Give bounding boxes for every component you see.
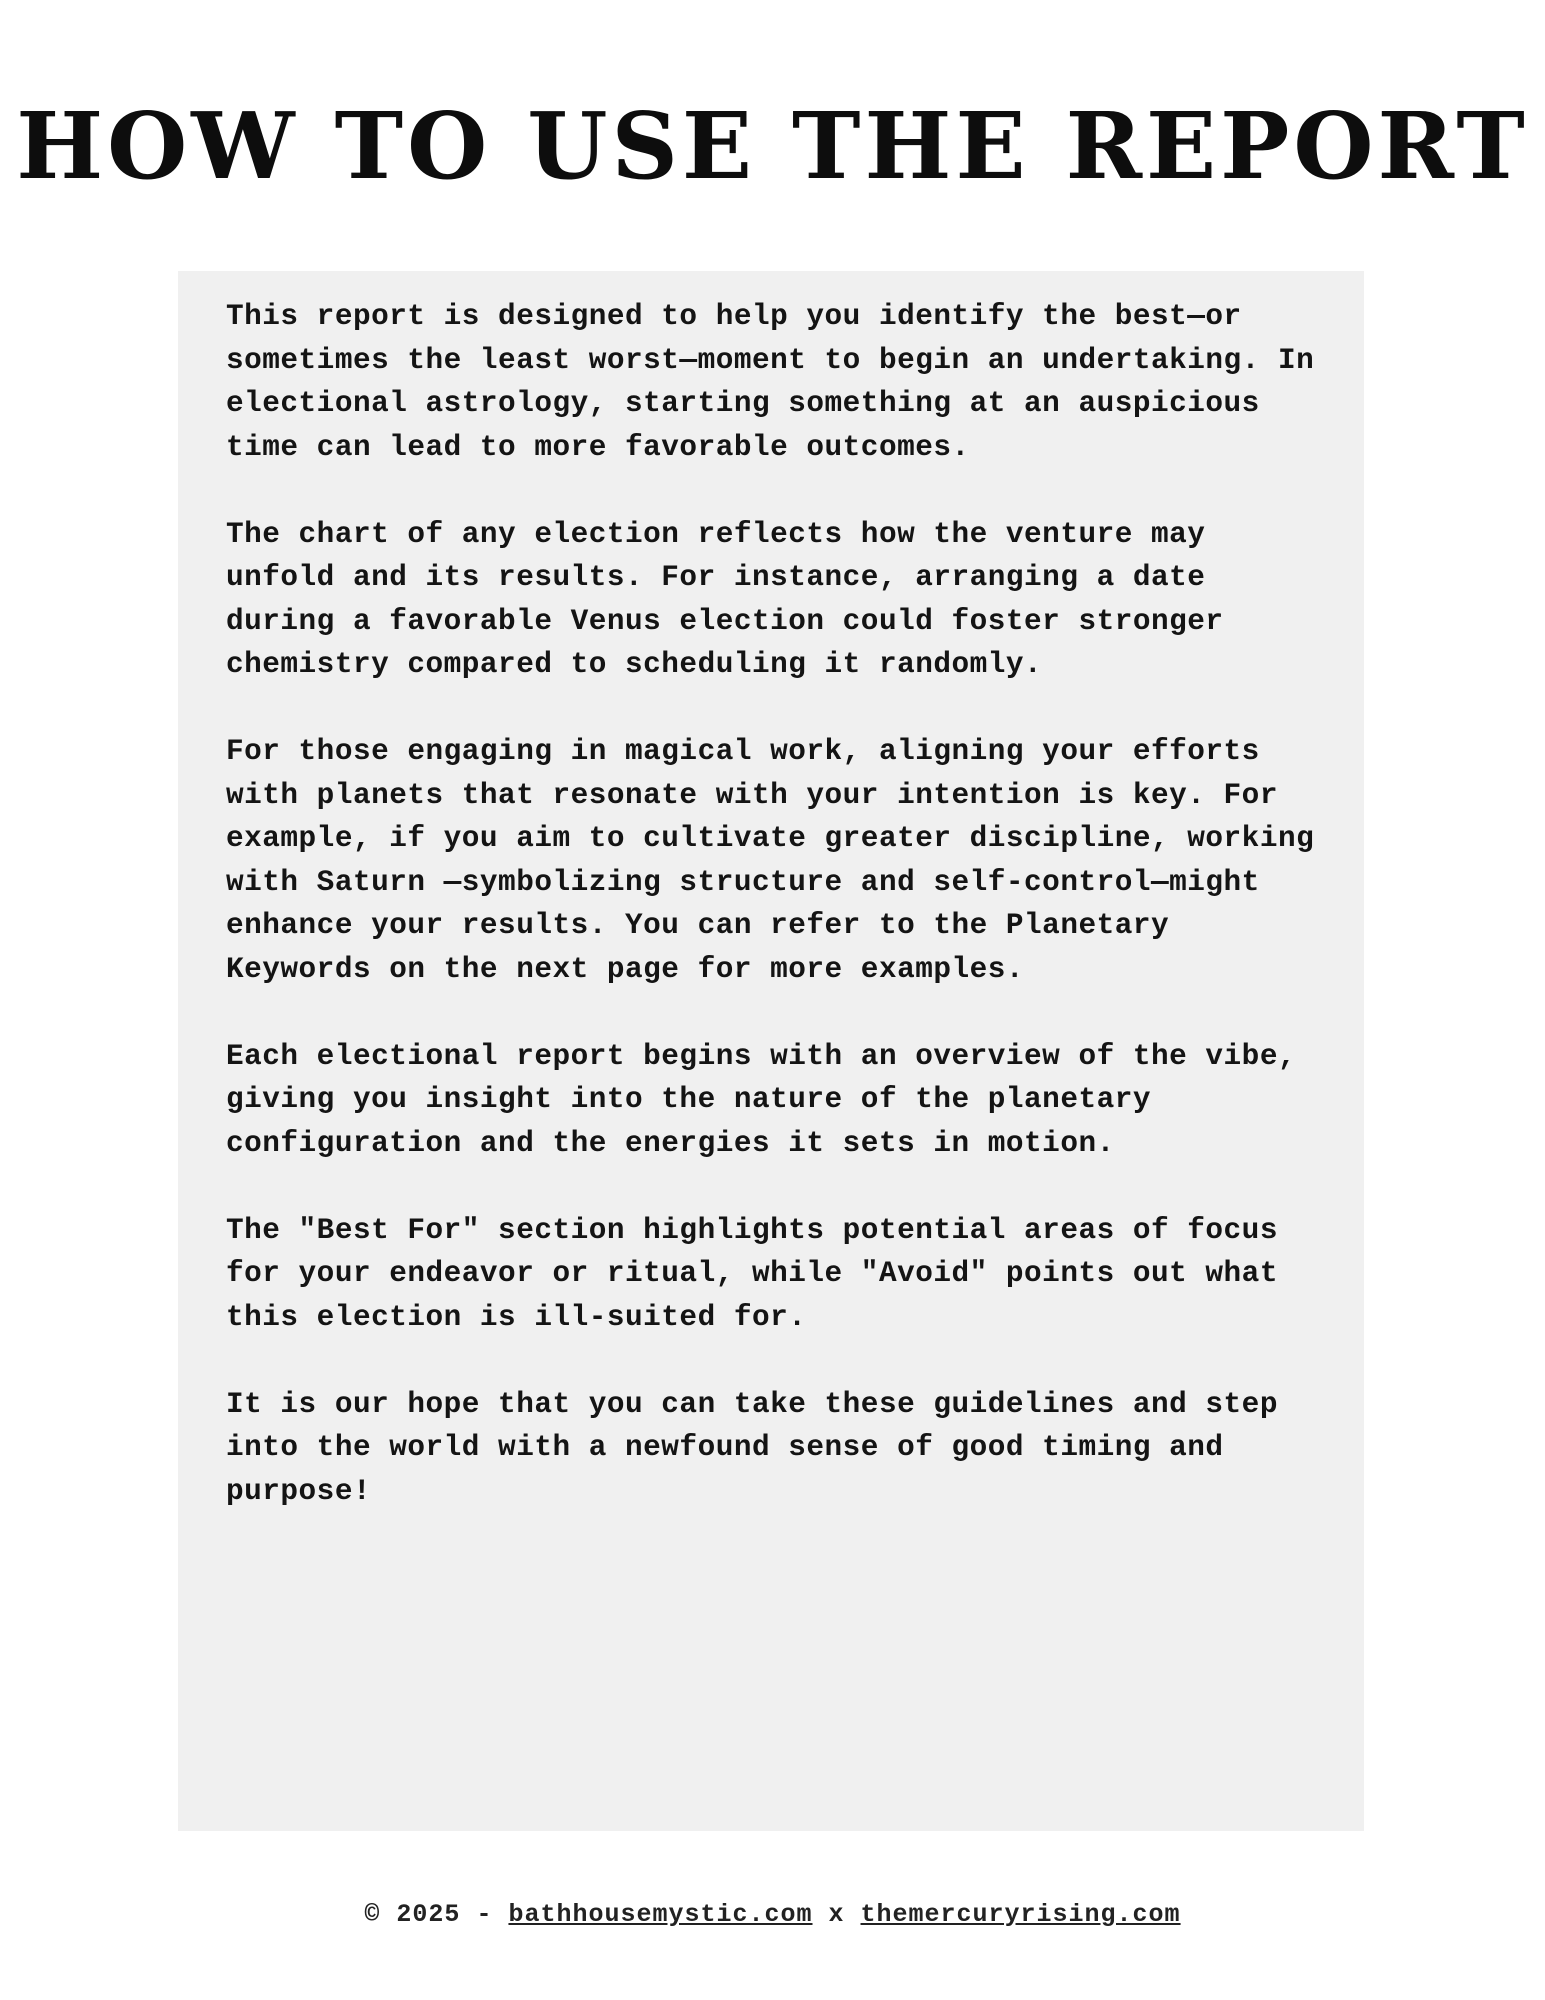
footer <box>0 1900 1545 1929</box>
bathhousemystic-link[interactable]: bathhousemystic.com <box>508 1900 813 1929</box>
content-panel <box>178 271 1364 1831</box>
themercuryrising-link[interactable]: themercuryrising.com <box>860 1900 1181 1929</box>
page-title: HOW TO USE THE REPORT <box>16 92 1529 200</box>
paragraph-magical-work: For those engaging in magical work, aligning your efforts with planets that resonate with your intention is key. For example, if you aim to cultivate greater discipline, working with Saturn —symbolizing structure and self-control—might enhance your results. You can refer to the Planetary Keywords on the next page for more examples. <box>226 735 1315 986</box>
footer-separator: x <box>812 1900 861 1929</box>
footer-copyright: © 2025 - <box>364 1900 509 1929</box>
paragraph-closing: It is our hope that you can take these guidelines and step into the world with a newfound sense of good timing and purpose! <box>226 1387 1278 1508</box>
paragraph-overview: Each electional report begins with an overview of the vibe, giving you insight into the nature of the planetary configuration and the energies it sets in motion. <box>226 1039 1297 1160</box>
paragraph-chart: The chart of any election reflects how the venture may unfold and its results. For instance, arranging a date during a favorable Venus election could foster stronger chemistry compared to scheduling it randomly. <box>226 517 1224 681</box>
paragraph-intro: This report is designed to help you identify the best—or sometimes the least worst—moment to begin an undertaking. In electional astrology, starting something at an auspicious time can lead to more favorable outcomes. <box>226 300 1315 464</box>
paragraph-best-for: The "Best For" section highlights potential areas of focus for your endeavor or ritual, while "Avoid" points out what this election is ill-suited for. <box>226 1213 1278 1334</box>
